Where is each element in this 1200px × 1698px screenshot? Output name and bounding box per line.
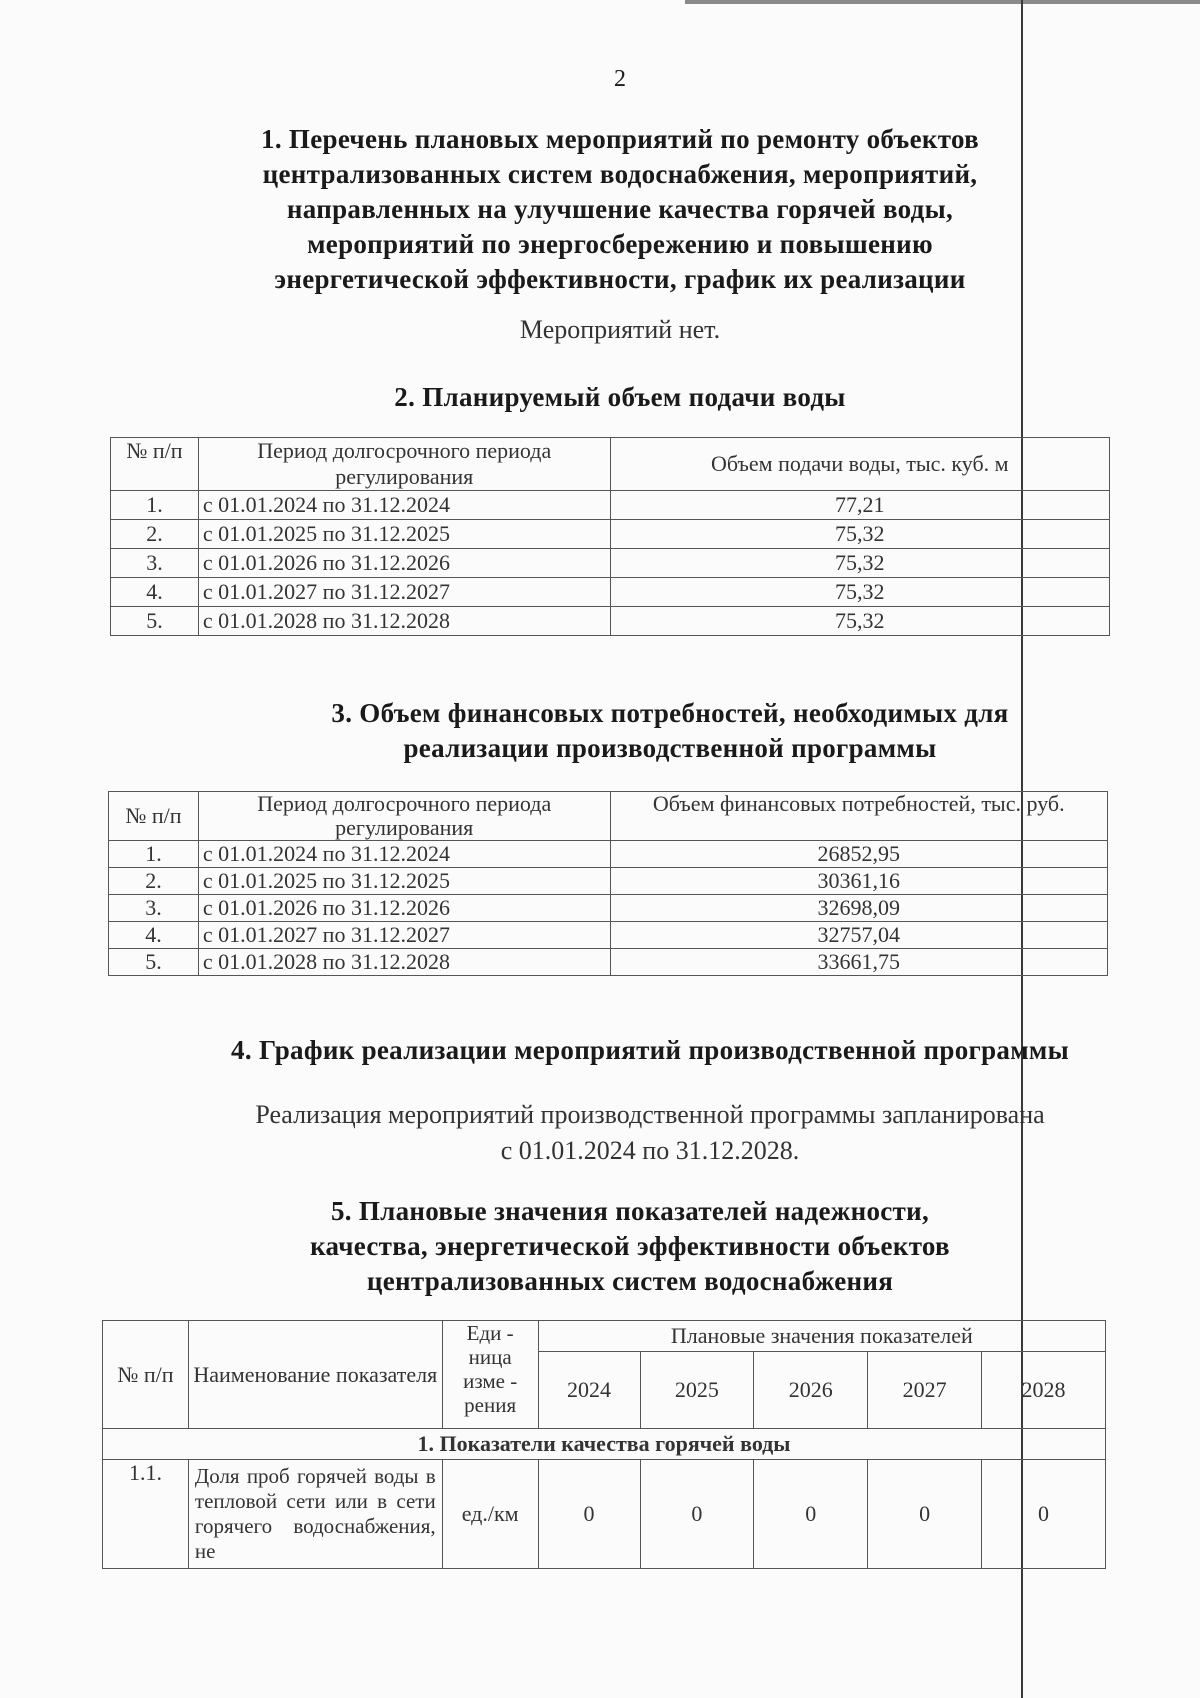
section3-title xyxy=(250,696,1090,766)
table-row xyxy=(111,549,1110,578)
section1-title-line: 1. Перечень плановых мероприятий по ремонту объектов xyxy=(261,124,979,154)
section5-title-line: централизованных систем водоснабжения xyxy=(366,1266,894,1296)
row-number: 4. xyxy=(109,922,199,949)
row-period: с 01.01.2027 по 31.12.2027 xyxy=(198,578,610,607)
header-year: 2026 xyxy=(754,1352,868,1429)
header-name: Наименование показателя xyxy=(188,1321,442,1429)
header-financial: Объем финансовых потребностей, тыс. руб. xyxy=(610,792,1107,841)
row-value: 26852,95 xyxy=(610,841,1107,868)
header-year: 2024 xyxy=(538,1352,640,1429)
table-row xyxy=(109,841,1108,868)
table-row xyxy=(111,520,1110,549)
row-value: 33661,75 xyxy=(610,949,1107,976)
group-title: 1. Показатели качества горячей воды xyxy=(103,1429,1106,1460)
header-unit: Еди - ница изме - рения xyxy=(442,1321,538,1429)
row-value: 0 xyxy=(640,1460,754,1569)
row-number: 5. xyxy=(111,607,199,636)
section1-title-line: централизованных систем водоснабжения, мероприятий, xyxy=(262,159,978,189)
table-header-row xyxy=(111,438,1110,491)
row-value: 75,32 xyxy=(610,520,1109,549)
section3-title-line: 3. Объем финансовых потребностей, необходимых для xyxy=(331,698,1009,728)
row-value: 75,32 xyxy=(610,607,1109,636)
row-period: с 01.01.2027 по 31.12.2027 xyxy=(198,922,610,949)
row-number: 2. xyxy=(109,868,199,895)
water-supply-table xyxy=(110,437,1110,636)
table-group-row xyxy=(103,1429,1106,1460)
row-value: 0 xyxy=(868,1460,982,1569)
section4-text-line: Реализация мероприятий производственной программы запланирована xyxy=(255,1100,1045,1129)
row-unit: ед./км xyxy=(442,1460,538,1569)
header-number: № п/п xyxy=(103,1321,189,1429)
scan-edge-line xyxy=(685,0,1200,4)
header-period: Период долгосрочного периода регулирования xyxy=(198,792,610,841)
page-number: 2 xyxy=(614,66,626,92)
row-number: 3. xyxy=(111,549,199,578)
header-number: № п/п xyxy=(111,438,199,491)
row-indicator-name: Доля проб горячей воды в тепловой сети или в сети горячего водоснабжения, не xyxy=(188,1460,442,1569)
row-value: 30361,16 xyxy=(610,868,1107,895)
row-period: с 01.01.2028 по 31.12.2028 xyxy=(198,607,610,636)
table-row xyxy=(103,1460,1106,1569)
row-value: 32698,09 xyxy=(610,895,1107,922)
section2-title: 2. Планируемый объем подачи воды xyxy=(394,382,846,412)
section5-title-line: 5. Плановые значения показателей надежности, xyxy=(330,1196,930,1226)
row-period: с 01.01.2026 по 31.12.2026 xyxy=(198,895,610,922)
section4-text xyxy=(150,1097,1150,1169)
row-value: 32757,04 xyxy=(610,922,1107,949)
table-row xyxy=(109,868,1108,895)
row-number: 4. xyxy=(111,578,199,607)
header-planned-values: Плановые значения показателей xyxy=(538,1321,1105,1352)
indicators-table xyxy=(102,1320,1106,1569)
table-row xyxy=(109,949,1108,976)
section1-title xyxy=(200,122,1040,297)
row-period: с 01.01.2028 по 31.12.2028 xyxy=(198,949,610,976)
section1-title-line: направленных на улучшение качества горячей воды, xyxy=(286,194,954,224)
row-number: 3. xyxy=(109,895,199,922)
header-year: 2028 xyxy=(982,1352,1106,1429)
section4-title: 4. График реализации мероприятий производственной программы xyxy=(231,1035,1069,1065)
table-row xyxy=(109,922,1108,949)
section4-text-line: с 01.01.2024 по 31.12.2028. xyxy=(500,1136,800,1165)
header-number: № п/п xyxy=(109,792,199,841)
header-year: 2025 xyxy=(640,1352,754,1429)
table-row xyxy=(111,607,1110,636)
row-period: с 01.01.2026 по 31.12.2026 xyxy=(198,549,610,578)
row-number: 1. xyxy=(111,491,199,520)
row-value: 75,32 xyxy=(610,578,1109,607)
table-row xyxy=(111,491,1110,520)
row-number: 1.1. xyxy=(103,1460,189,1569)
section5-title xyxy=(210,1194,1050,1299)
row-period: с 01.01.2024 по 31.12.2024 xyxy=(198,491,610,520)
table-row xyxy=(109,895,1108,922)
section1-title-line: энергетической эффективности, график их реализации xyxy=(274,264,966,294)
row-value: 0 xyxy=(982,1460,1106,1569)
row-period: с 01.01.2025 по 31.12.2025 xyxy=(198,868,610,895)
header-year: 2027 xyxy=(868,1352,982,1429)
row-number: 2. xyxy=(111,520,199,549)
row-period: с 01.01.2025 по 31.12.2025 xyxy=(198,520,610,549)
row-value: 0 xyxy=(538,1460,640,1569)
section3-title-line: реализации производственной программы xyxy=(403,733,937,763)
table-row xyxy=(111,578,1110,607)
table-header-row xyxy=(103,1321,1106,1352)
row-value: 75,32 xyxy=(610,549,1109,578)
table-header-row xyxy=(109,792,1108,841)
header-volume: Объем подачи воды, тыс. куб. м xyxy=(610,438,1109,491)
section5-title-line: качества, энергетической эффективности объектов xyxy=(310,1231,950,1261)
row-number: 5. xyxy=(109,949,199,976)
section1-text: Мероприятий нет. xyxy=(519,315,721,344)
row-value: 77,21 xyxy=(610,491,1109,520)
header-period: Период долгосрочного периода регулирования xyxy=(198,438,610,491)
row-number: 1. xyxy=(109,841,199,868)
row-period: с 01.01.2024 по 31.12.2024 xyxy=(198,841,610,868)
section1-title-line: мероприятий по энергосбережению и повышению xyxy=(307,229,933,259)
financial-needs-table xyxy=(108,791,1108,976)
row-value: 0 xyxy=(754,1460,868,1569)
